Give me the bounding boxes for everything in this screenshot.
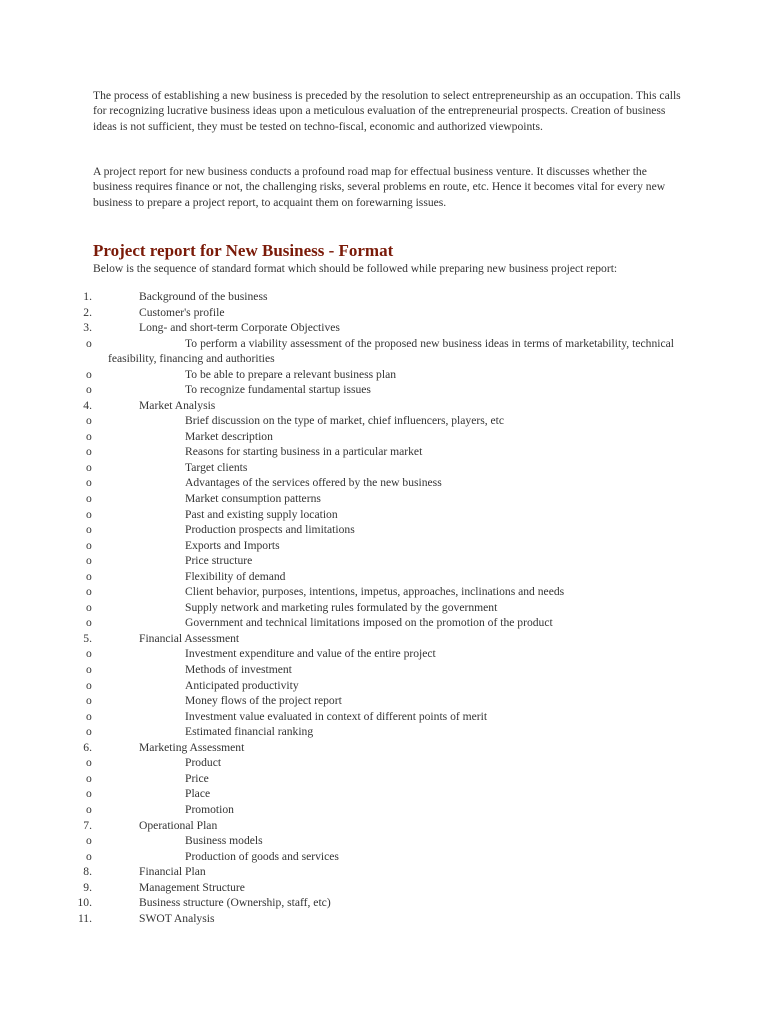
bullet-marker: o bbox=[86, 476, 92, 490]
numbered-list-item bbox=[0, 631, 768, 647]
numbered-list-item bbox=[0, 818, 768, 834]
numbered-list-item bbox=[0, 864, 768, 880]
list-item-text: Flexibility of demand bbox=[185, 569, 286, 583]
bullet-marker: o bbox=[86, 492, 92, 506]
list-item-text: Price structure bbox=[185, 554, 253, 568]
bullet-marker: o bbox=[86, 663, 92, 677]
list-item-text: Methods of investment bbox=[185, 663, 292, 677]
bullet-list-item bbox=[0, 367, 768, 383]
bullet-list-item bbox=[0, 615, 768, 631]
list-item-text: Production prospects and limitations bbox=[185, 523, 355, 537]
list-item-text: Estimated financial ranking bbox=[185, 725, 314, 739]
list-item-text: Brief discussion on the type of market, chief influencers, players, etc bbox=[185, 414, 505, 428]
list-item-text: SWOT Analysis bbox=[139, 911, 215, 925]
list-number: 7. bbox=[83, 818, 92, 832]
list-number: 11. bbox=[77, 911, 92, 925]
bullet-list-item bbox=[0, 584, 768, 600]
list-item-text: Customer's profile bbox=[139, 305, 225, 319]
list-item-text: To perform a viability assessment of the proposed new business ideas in terms of marketability, technical feasibility, financing and authorities bbox=[108, 336, 674, 366]
numbered-list-item bbox=[0, 289, 768, 305]
bullet-marker: o bbox=[86, 554, 92, 568]
list-number: 5. bbox=[83, 631, 92, 645]
numbered-list-item bbox=[0, 398, 768, 414]
bullet-list-item bbox=[0, 553, 768, 569]
bullet-list-item bbox=[0, 849, 768, 865]
numbered-list-item bbox=[0, 740, 768, 756]
numbered-list-item bbox=[0, 305, 768, 321]
list-item-text: Marketing Assessment bbox=[139, 740, 245, 754]
bullet-marker: o bbox=[86, 616, 92, 630]
numbered-list-item bbox=[0, 880, 768, 896]
format-list bbox=[0, 289, 768, 926]
bullet-marker: o bbox=[86, 507, 92, 521]
bullet-list-item bbox=[0, 600, 768, 616]
bullet-list-item bbox=[0, 569, 768, 585]
bullet-marker: o bbox=[86, 802, 92, 816]
list-item-text: Exports and Imports bbox=[185, 538, 280, 552]
bullet-marker: o bbox=[86, 771, 92, 785]
list-number: 1. bbox=[83, 290, 92, 303]
list-item-text: Investment value evaluated in context of different points of merit bbox=[185, 709, 488, 723]
bullet-marker: o bbox=[86, 725, 92, 739]
list-item-text: To recognize fundamental startup issues bbox=[185, 383, 371, 397]
bullet-marker: o bbox=[86, 336, 92, 350]
bullet-marker: o bbox=[86, 678, 92, 692]
list-number: 2. bbox=[83, 305, 92, 319]
bullet-list-item bbox=[0, 538, 768, 554]
bullet-list-item bbox=[0, 662, 768, 678]
format-intro-text: Below is the sequence of standard format which should be followed while preparing new business project report: bbox=[93, 262, 618, 275]
list-item-text: Management Structure bbox=[139, 880, 245, 894]
bullet-marker: o bbox=[86, 383, 92, 397]
list-number: 10. bbox=[77, 896, 92, 910]
bullet-marker: o bbox=[86, 647, 92, 661]
bullet-list-item bbox=[0, 693, 768, 709]
section-heading: Project report for New Business - Format bbox=[93, 241, 394, 260]
list-item-text: Anticipated productivity bbox=[185, 678, 299, 692]
list-item-text: Investment expenditure and value of the entire project bbox=[185, 647, 436, 661]
list-item-text: Market Analysis bbox=[139, 398, 216, 412]
bullet-marker: o bbox=[86, 756, 92, 770]
bullet-marker: o bbox=[86, 429, 92, 443]
list-item-text: Market description bbox=[185, 429, 273, 443]
bullet-list-item bbox=[0, 802, 768, 818]
list-item-text: Long- and short-term Corporate Objectives bbox=[139, 321, 340, 335]
intro-paragraph-1: The process of establishing a new business is preceded by the resolution to select entrepreneurship as an occupation. This calls for recognizing lucrative business ideas upon a meticulous evaluation of the entrepreneurial prospects. Creation of business ideas is not sufficient, they must be tested on techno-fiscal, economic and authorized viewpoints. bbox=[93, 89, 681, 133]
list-item-text: Financial Plan bbox=[139, 865, 206, 879]
list-number: 6. bbox=[83, 740, 92, 754]
bullet-list-item bbox=[0, 724, 768, 740]
bullet-list-item bbox=[0, 771, 768, 787]
list-number: 9. bbox=[83, 880, 92, 894]
list-item-text: Operational Plan bbox=[139, 818, 218, 832]
list-item-text: Government and technical limitations imposed on the promotion of the product bbox=[185, 616, 553, 630]
list-item-text: Market consumption patterns bbox=[185, 492, 321, 506]
bullet-marker: o bbox=[86, 834, 92, 848]
bullet-list-item bbox=[0, 786, 768, 802]
bullet-list-item bbox=[0, 646, 768, 662]
bullet-list-item bbox=[0, 755, 768, 771]
bullet-list-item bbox=[0, 491, 768, 507]
list-number: 8. bbox=[83, 865, 92, 879]
list-number: 4. bbox=[83, 398, 92, 412]
bullet-marker: o bbox=[86, 694, 92, 708]
list-item-text: Reasons for starting business in a particular market bbox=[185, 445, 423, 459]
bullet-list-item bbox=[0, 413, 768, 429]
list-item-text: Financial Assessment bbox=[139, 631, 240, 645]
bullet-list-item bbox=[0, 336, 768, 367]
list-item-text: Business models bbox=[185, 834, 263, 848]
bullet-marker: o bbox=[86, 585, 92, 599]
list-item-text: Business structure (Ownership, staff, etc) bbox=[139, 896, 331, 910]
bullet-list-item bbox=[0, 522, 768, 538]
bullet-list-item bbox=[0, 382, 768, 398]
list-item-text: Money flows of the project report bbox=[185, 694, 342, 708]
bullet-marker: o bbox=[86, 787, 92, 801]
bullet-marker: o bbox=[86, 460, 92, 474]
bullet-marker: o bbox=[86, 538, 92, 552]
intro-paragraph-2: A project report for new business conducts a profound road map for effectual business venture. It discusses whether the business requires finance or not, the challenging risks, several problems en route, etc. Hence it becomes vital for every new business to prepare a project report, to acquaint them on forewarning issues. bbox=[93, 165, 666, 209]
bullet-marker: o bbox=[86, 849, 92, 863]
list-item-text: Price bbox=[185, 771, 209, 785]
bullet-list-item bbox=[0, 475, 768, 491]
list-item-text: Past and existing supply location bbox=[185, 507, 338, 521]
bullet-marker: o bbox=[86, 445, 92, 459]
bullet-marker: o bbox=[86, 709, 92, 723]
bullet-marker: o bbox=[86, 367, 92, 381]
list-item-text: Target clients bbox=[185, 460, 248, 474]
numbered-list-item bbox=[0, 895, 768, 911]
list-item-text: Client behavior, purposes, intentions, impetus, approaches, inclinations and needs bbox=[185, 585, 565, 599]
bullet-marker: o bbox=[86, 569, 92, 583]
bullet-marker: o bbox=[86, 523, 92, 537]
bullet-list-item bbox=[0, 507, 768, 523]
bullet-list-item bbox=[0, 709, 768, 725]
bullet-list-item bbox=[0, 460, 768, 476]
list-item-text: Place bbox=[185, 787, 211, 801]
list-item-text: Background of the business bbox=[139, 290, 268, 303]
list-item-text: Advantages of the services offered by the new business bbox=[185, 476, 442, 490]
list-item-text: To be able to prepare a relevant business plan bbox=[185, 367, 397, 381]
bullet-marker: o bbox=[86, 600, 92, 614]
bullet-list-item bbox=[0, 833, 768, 849]
bullet-list-item bbox=[0, 429, 768, 445]
bullet-list-item bbox=[0, 444, 768, 460]
list-item-text: Product bbox=[185, 756, 222, 770]
list-item-text: Promotion bbox=[185, 802, 234, 816]
numbered-list-item bbox=[0, 320, 768, 336]
bullet-marker: o bbox=[86, 414, 92, 428]
list-item-text: Supply network and marketing rules formulated by the government bbox=[185, 600, 498, 614]
numbered-list-item bbox=[0, 911, 768, 927]
list-number: 3. bbox=[83, 321, 92, 335]
bullet-list-item bbox=[0, 678, 768, 694]
list-item-text: Production of goods and services bbox=[185, 849, 339, 863]
